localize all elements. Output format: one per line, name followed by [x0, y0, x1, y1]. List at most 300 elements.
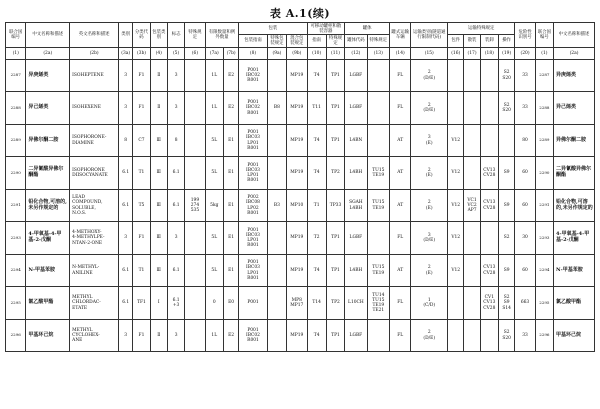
cell-ts-op: S2 [499, 222, 515, 255]
cell-un: 2288 [6, 92, 26, 125]
cell-un: 2293 [6, 222, 26, 255]
dangerous-goods-table [5, 22, 595, 352]
table-title: 表 A.1(续) [269, 7, 331, 20]
column-number-row [6, 47, 595, 59]
cell-pack-special [267, 319, 286, 352]
cell-pack-instr: P001 IBC03 LP01 R001 [239, 254, 268, 287]
cell-class: 3 [119, 222, 133, 255]
cell-tank-special: TU15 TE19 [367, 189, 389, 222]
cell-pack-special [267, 222, 286, 255]
cell-ts-package: V12 [448, 254, 464, 287]
header-ts-load: 装卸 [480, 35, 498, 47]
cell-name-cn: 氯乙酸甲酯 [26, 287, 70, 320]
cell-excepted-qty: E1 [223, 254, 238, 287]
table-row [6, 222, 595, 255]
cell-name-en: ISOHEPTENE [70, 59, 119, 92]
cell-port-special: TP2 [326, 287, 344, 320]
cell-label: 3 [167, 59, 184, 92]
cell-ts-op: S2 S20 [499, 59, 515, 92]
cell-hazard-id: 60 [515, 254, 535, 287]
cell-excepted-qty: E2 [223, 319, 238, 352]
column-number: (6) [185, 47, 205, 59]
cell-transport-cat: 2 (D/E) [411, 59, 448, 92]
cell-mixed: MP19 [287, 319, 307, 352]
cell-vehicle: FL [390, 287, 411, 320]
cell-tank-code: LGBF [345, 222, 367, 255]
cell-ts-op: S2 S20 [499, 319, 515, 352]
cell-ts-op: S2 S9 S14 [499, 287, 515, 320]
header-un2: 联合国编号 [535, 23, 553, 48]
cell-name-cn: 二异氰酸异佛尔酮酯 [26, 157, 70, 190]
cell-name-en: ISOHEXENE [70, 92, 119, 125]
column-number: (16) [448, 47, 464, 59]
cell-code: F1 [133, 222, 150, 255]
cell-ts-op: S9 [499, 189, 515, 222]
cell-un2: 2291 [535, 189, 553, 222]
cell-excepted-qty: E1 [223, 124, 238, 157]
cell-limited-qty: 0 [205, 287, 223, 320]
cell-name-cn: 铅化合物,可溶的,未另作规定的 [26, 189, 70, 222]
cell-pack-special: B3 [267, 189, 286, 222]
header-port-instr: 指南 [307, 35, 326, 47]
cell-transport-cat: 3 (E) [411, 124, 448, 157]
cell-hazard-id: 30 [515, 222, 535, 255]
cell-tank-special: TU15 TE19 [367, 254, 389, 287]
cell-class: 6.1 [119, 189, 133, 222]
cell-un: 2287 [6, 59, 26, 92]
cell-ts-package [448, 287, 464, 320]
table-row [6, 189, 595, 222]
cell-un2: 2287 [535, 59, 553, 92]
cell-tank-special: TU14 TU15 TE19 TE21 [367, 287, 389, 320]
cell-name-cn2: N-甲基苯胺 [554, 254, 595, 287]
cell-special: 199 274 535 [185, 189, 205, 222]
cell-pack-instr: P001 IBC03 LP01 R001 [239, 157, 268, 190]
cell-limited-qty: 5L [205, 124, 223, 157]
cell-code: C7 [133, 124, 150, 157]
cell-hazard-id: 33 [515, 59, 535, 92]
cell-name-cn: 异佛尔酮二胺 [26, 124, 70, 157]
cell-name-en: ISOPHORONE- DIAMINE [70, 124, 119, 157]
column-number: (17) [464, 47, 480, 59]
cell-special [185, 157, 205, 190]
cell-class: 8 [119, 124, 133, 157]
cell-name-cn2: 异庚烯类 [554, 59, 595, 92]
header-special: 特殊规定 [185, 23, 205, 48]
table-row [6, 157, 595, 190]
header-tank: 罐体 [345, 23, 390, 35]
cell-ts-bulk [464, 254, 480, 287]
column-number: (13) [367, 47, 389, 59]
cell-tank-code: L4BN [345, 124, 367, 157]
cell-mixed: MP19 [287, 124, 307, 157]
table-body [6, 59, 595, 352]
cell-code: F1 [133, 319, 150, 352]
column-number: (2a) [554, 47, 595, 59]
column-number: (8) [239, 47, 268, 59]
cell-mixed: MP10 [287, 189, 307, 222]
cell-name-en: METHYL CHLORDAC- ETATE [70, 287, 119, 320]
column-number: (7b) [223, 47, 238, 59]
cell-port-instr: T11 [307, 92, 326, 125]
cell-name-cn2: 甲基环己烷 [554, 319, 595, 352]
cell-port-special: TP33 [326, 189, 344, 222]
column-number: (1) [535, 47, 553, 59]
cell-excepted-qty: E1 [223, 157, 238, 190]
cell-mixed: MP19 [287, 92, 307, 125]
cell-port-special: TP1 [326, 254, 344, 287]
header-code: 分类代码 [133, 23, 150, 48]
table-row [6, 59, 595, 92]
cell-code: TF1 [133, 287, 150, 320]
cell-vehicle: FL [390, 92, 411, 125]
cell-class: 6.1 [119, 254, 133, 287]
cell-port-special: TP2 [326, 157, 344, 190]
cell-limited-qty: 1L [205, 319, 223, 352]
cell-code: T1 [133, 157, 150, 190]
cell-tank-special [367, 92, 389, 125]
cell-special [185, 59, 205, 92]
cell-port-instr: T4 [307, 157, 326, 190]
cell-transport-cat: 2 (D/E) [411, 92, 448, 125]
cell-pack-instr: P001 IBC03 LP01 R001 [239, 222, 268, 255]
cell-name-cn: 异庚烯类 [26, 59, 70, 92]
cell-tank-special [367, 222, 389, 255]
cell-special [185, 287, 205, 320]
cell-tank-code: LGBF [345, 92, 367, 125]
column-number: (14) [390, 47, 411, 59]
column-number: (3b) [133, 47, 150, 59]
cell-limited-qty: 1L [205, 92, 223, 125]
header-label: 标志 [167, 23, 184, 48]
cell-ts-bulk [464, 157, 480, 190]
cell-un: 2289 [6, 124, 26, 157]
cell-name-cn: 4-甲氧基-4-甲基-2-戊酮 [26, 222, 70, 255]
cell-name-cn2: 4-甲氧基-4-甲基-2-戊酮 [554, 222, 595, 255]
cell-name-cn: N-甲基苯胺 [26, 254, 70, 287]
cell-pack-instr: P002 IBC08 LP02 R001 [239, 189, 268, 222]
cell-packing-group: Ⅱ [150, 92, 167, 125]
column-number: (10) [307, 47, 326, 59]
cell-port-instr: T1 [307, 189, 326, 222]
cell-un2: 2290 [535, 157, 553, 190]
cell-ts-bulk [464, 124, 480, 157]
cell-un2: 2296 [535, 319, 553, 352]
cell-pack-instr: P001 [239, 287, 268, 320]
cell-label: 3 [167, 92, 184, 125]
header-limited: 有限数量和例外数量 [205, 23, 239, 48]
cell-transport-cat: 3 (D/E) [411, 222, 448, 255]
header-name-cn: 中文名称和描述 [26, 23, 70, 48]
cell-name-cn2: 异佛尔酮二胺 [554, 124, 595, 157]
cell-mixed: MP19 [287, 254, 307, 287]
cell-label: 8 [167, 124, 184, 157]
cell-un: 2296 [6, 319, 26, 352]
cell-port-instr: T4 [307, 59, 326, 92]
cell-label: 6.1 [167, 157, 184, 190]
cell-packing-group: Ⅲ [150, 124, 167, 157]
cell-mixed: MP19 [287, 157, 307, 190]
cell-ts-package [448, 92, 464, 125]
header-name-cn2: 中文名称和描述 [554, 23, 595, 48]
cell-pack-special [267, 254, 286, 287]
cell-vehicle: FL [390, 222, 411, 255]
column-number: (2b) [70, 47, 119, 59]
cell-un2: 2289 [535, 124, 553, 157]
cell-ts-op: S2 S20 [499, 92, 515, 125]
header-name-en: 英文名称和描述 [70, 23, 119, 48]
cell-label: 6.1 [167, 254, 184, 287]
cell-un: 2295 [6, 287, 26, 320]
column-number: (15) [411, 47, 448, 59]
cell-ts-package: V12 [448, 157, 464, 190]
cell-vehicle: FL [390, 319, 411, 352]
cell-port-instr: T4 [307, 254, 326, 287]
cell-tank-code: LGBF [345, 319, 367, 352]
cell-transport-cat: 1 (C/D) [411, 287, 448, 320]
column-number: (9b) [287, 47, 307, 59]
header-ts-bulk: 散装 [464, 35, 480, 47]
cell-pack-instr: P001 IBC02 R001 [239, 319, 268, 352]
cell-tank-special [367, 319, 389, 352]
header-transport-special: 运输特殊规定 [448, 23, 515, 35]
cell-un2: 2293 [535, 222, 553, 255]
cell-ts-op: S9 [499, 157, 515, 190]
column-number: (2a) [26, 47, 70, 59]
header-transport-cat: 运输类别(隧道通行限制代码) [411, 23, 448, 48]
header-ts-package: 包件 [448, 35, 464, 47]
cell-class: 6.1 [119, 287, 133, 320]
cell-code: T5 [133, 189, 150, 222]
cell-name-cn2: 铅化合物,可溶的,未另作规定的 [554, 189, 595, 222]
cell-port-special: TP1 [326, 222, 344, 255]
header-packaging: 包装 [239, 23, 307, 35]
cell-excepted-qty: E0 [223, 287, 238, 320]
cell-special [185, 92, 205, 125]
header-vehicle: 罐式运输车辆 [390, 23, 411, 48]
cell-ts-bulk [464, 92, 480, 125]
cell-pack-special [267, 59, 286, 92]
cell-label: 6.1 +3 [167, 287, 184, 320]
cell-limited-qty: 5L [205, 157, 223, 190]
cell-ts-load: CV13 CV28 [480, 157, 498, 190]
cell-mixed: MP19 [287, 222, 307, 255]
cell-un2: 2294 [535, 254, 553, 287]
cell-un2: 2288 [535, 92, 553, 125]
cell-tank-special [367, 59, 389, 92]
cell-class: 6.1 [119, 157, 133, 190]
column-number: (3a) [119, 47, 133, 59]
cell-ts-bulk [464, 222, 480, 255]
cell-ts-bulk [464, 59, 480, 92]
cell-tank-code: SGAH L4BH [345, 189, 367, 222]
cell-transport-cat: 2 (E) [411, 157, 448, 190]
cell-limited-qty: 5kg [205, 189, 223, 222]
cell-name-en: N-METHYL- ANILINE [70, 254, 119, 287]
cell-port-special: TP1 [326, 59, 344, 92]
cell-vehicle: AT [390, 157, 411, 190]
table-row [6, 124, 595, 157]
cell-port-special: TP1 [326, 92, 344, 125]
header-portable: 可移动罐柜和散装容器 [307, 23, 345, 35]
cell-name-en: ISOPHORONE DIISOCYANATE [70, 157, 119, 190]
cell-packing-group: Ⅲ [150, 189, 167, 222]
table-row [6, 92, 595, 125]
column-number: (7a) [205, 47, 223, 59]
cell-excepted-qty: E1 [223, 189, 238, 222]
header-port-special: 特殊规定 [326, 35, 344, 47]
cell-code: T1 [133, 254, 150, 287]
cell-port-special: TP1 [326, 124, 344, 157]
cell-ts-load [480, 319, 498, 352]
cell-port-instr: T14 [307, 287, 326, 320]
cell-tank-code: L4BH [345, 157, 367, 190]
cell-tank-code: LGBF [345, 59, 367, 92]
cell-port-instr: T2 [307, 222, 326, 255]
cell-ts-load [480, 92, 498, 125]
cell-special [185, 319, 205, 352]
cell-code: F1 [133, 92, 150, 125]
cell-pack-special: B8 [267, 92, 286, 125]
cell-packing-group: Ⅲ [150, 254, 167, 287]
cell-tank-special: TU15 TE19 [367, 157, 389, 190]
cell-un: 2290 [6, 157, 26, 190]
cell-class: 3 [119, 92, 133, 125]
cell-special [185, 222, 205, 255]
cell-packing-group: Ⅲ [150, 157, 167, 190]
cell-ts-load [480, 222, 498, 255]
cell-ts-package: V12 [448, 189, 464, 222]
cell-name-cn: 异己烯类 [26, 92, 70, 125]
cell-transport-cat: 2 (E) [411, 254, 448, 287]
cell-ts-load: CV13 CV28 [480, 189, 498, 222]
cell-pack-special [267, 157, 286, 190]
cell-name-en: 4-METHOXY- 4-METHYLPE- NTAN-2-ONE [70, 222, 119, 255]
column-number: (12) [345, 47, 367, 59]
cell-ts-bulk [464, 319, 480, 352]
header-pack-special: 特殊包装规定 [267, 35, 286, 47]
column-number: (18) [480, 47, 498, 59]
cell-pack-instr: P001 IBC03 LP01 R001 [239, 124, 268, 157]
cell-excepted-qty: E2 [223, 92, 238, 125]
cell-excepted-qty: E2 [223, 59, 238, 92]
cell-code: F1 [133, 59, 150, 92]
cell-ts-load [480, 124, 498, 157]
header-ts-op: 操作 [499, 35, 515, 47]
cell-special [185, 254, 205, 287]
header-packing-group: 包装类别 [150, 23, 167, 48]
cell-ts-bulk: VC1 VC2 AP7 [464, 189, 480, 222]
cell-limited-qty: 5L [205, 222, 223, 255]
table-row [6, 287, 595, 320]
cell-pack-special [267, 124, 286, 157]
table-row [6, 319, 595, 352]
header-un: 联合国编号 [6, 23, 26, 48]
cell-tank-code: L10CH [345, 287, 367, 320]
cell-hazard-id: 663 [515, 287, 535, 320]
column-number: (1) [6, 47, 26, 59]
cell-un2: 2295 [535, 287, 553, 320]
cell-hazard-id: 60 [515, 189, 535, 222]
cell-class: 3 [119, 319, 133, 352]
table-row [6, 254, 595, 287]
cell-tank-code: L4BH [345, 254, 367, 287]
header-hazard-id: 危险性识别号 [515, 23, 535, 48]
cell-ts-op: S9 [499, 254, 515, 287]
cell-packing-group: Ⅰ [150, 287, 167, 320]
header-pack-instr: 包装指南 [239, 35, 268, 47]
cell-hazard-id: 60 [515, 157, 535, 190]
cell-ts-load: CV1 CV13 CV28 [480, 287, 498, 320]
cell-un: 2294 [6, 254, 26, 287]
column-number: (19) [499, 47, 515, 59]
cell-name-cn: 甲基环己烷 [26, 319, 70, 352]
cell-ts-load: CV13 CV28 [480, 254, 498, 287]
cell-ts-load [480, 59, 498, 92]
cell-packing-group: Ⅱ [150, 319, 167, 352]
cell-port-special: TP1 [326, 319, 344, 352]
cell-ts-bulk [464, 287, 480, 320]
cell-vehicle: AT [390, 124, 411, 157]
cell-name-en: METHYL CYCLOHEX- ANE [70, 319, 119, 352]
cell-un: 2291 [6, 189, 26, 222]
cell-tank-special [367, 124, 389, 157]
header-tank-code: 罐体代码 [345, 35, 367, 47]
cell-hazard-id: 33 [515, 92, 535, 125]
cell-class: 3 [119, 59, 133, 92]
cell-transport-cat: 2 (E) [411, 189, 448, 222]
cell-limited-qty: 5L [205, 254, 223, 287]
cell-vehicle: AT [390, 189, 411, 222]
cell-label: 6.1 [167, 189, 184, 222]
cell-ts-package [448, 59, 464, 92]
cell-vehicle: FL [390, 59, 411, 92]
header-mixed: 混合包装规定 [287, 35, 307, 47]
cell-packing-group: Ⅲ [150, 222, 167, 255]
cell-mixed: MP8 MP17 [287, 287, 307, 320]
cell-label: 3 [167, 319, 184, 352]
column-number: (20) [515, 47, 535, 59]
cell-label: 3 [167, 222, 184, 255]
cell-packing-group: Ⅱ [150, 59, 167, 92]
cell-excepted-qty: E1 [223, 222, 238, 255]
cell-name-en: LEAD COMPOUND, SOLUBLE, N.O.S. [70, 189, 119, 222]
column-number: (9a) [267, 47, 286, 59]
column-number: (11) [326, 47, 344, 59]
cell-pack-instr: P001 IBC02 R001 [239, 59, 268, 92]
cell-port-instr: T4 [307, 319, 326, 352]
cell-name-cn2: 二异氰酸异佛尔酮酯 [554, 157, 595, 190]
table-header [6, 23, 595, 60]
cell-transport-cat: 2 (D/E) [411, 319, 448, 352]
cell-vehicle: AT [390, 254, 411, 287]
cell-pack-instr: P001 IBC02 R001 [239, 92, 268, 125]
cell-pack-special [267, 287, 286, 320]
cell-limited-qty: 1L [205, 59, 223, 92]
cell-mixed: MP19 [287, 59, 307, 92]
header-tank-special: 特殊规定 [367, 35, 389, 47]
cell-name-cn2: 氯乙酸甲酯 [554, 287, 595, 320]
cell-hazard-id: 33 [515, 319, 535, 352]
cell-port-instr: T4 [307, 124, 326, 157]
cell-hazard-id: 80 [515, 124, 535, 157]
cell-ts-package: V12 [448, 124, 464, 157]
column-number: (5) [167, 47, 184, 59]
cell-ts-package: V12 [448, 222, 464, 255]
header-class: 类别 [119, 23, 133, 48]
column-number: (4) [150, 47, 167, 59]
cell-ts-op [499, 124, 515, 157]
